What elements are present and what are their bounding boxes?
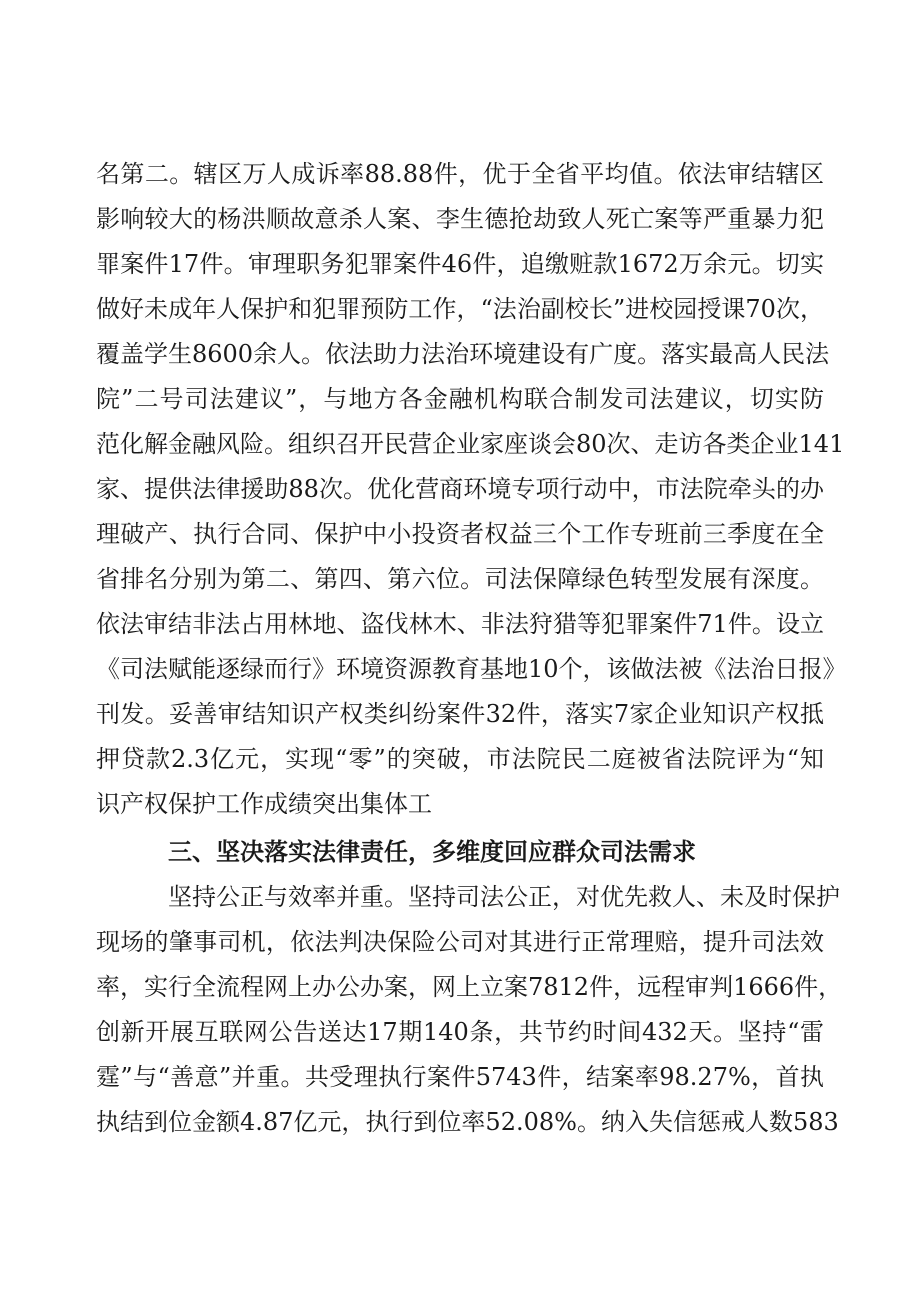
paragraph-line: 范化解金融风险。组织召开民营企业家座谈会80次、走访各类企业141 [96, 430, 845, 458]
paragraph-line: 家、提供法律援助88次。优化营商环境专项行动中，市法院牵头的办 [96, 475, 824, 503]
paragraph-line: 率，实行全流程网上办公办案，网上立案7812件，远程审判1666件， [96, 973, 843, 1001]
paragraph-line: 刊发。妥善审结知识产权类纠纷案件32件，落实7家企业知识产权抵 [96, 700, 824, 728]
paragraph-line: 名第二。辖区万人成诉率88.88件，优于全省平均值。依法审结辖区 [96, 160, 824, 188]
paragraph-line: 霆”与“善意”并重。共受理执行案件5743件，结案率98.27%，首执 [96, 1063, 824, 1091]
paragraph-line: 理破产、执行合同、保护中小投资者权益三个工作专班前三季度在全 [96, 520, 824, 548]
paragraph-line: 做好未成年人保护和犯罪预防工作，“法治副校长”进校园授课70次， [96, 295, 824, 323]
paragraph-line: 坚持公正与效率并重。坚持司法公正，对优先救人、未及时保护 [168, 883, 840, 911]
paragraph-line: 识产权保护工作成绩突出集体工 [96, 790, 432, 818]
paragraph-line: 现场的肇事司机，依法判决保险公司对其进行正常理赔，提升司法效 [96, 928, 824, 956]
paragraph-line: 省排名分别为第二、第四、第六位。司法保障绿色转型发展有深度。 [96, 565, 824, 593]
paragraph-line: 罪案件17件。审理职务犯罪案件46件，追缴赃款1672万余元。切实 [96, 250, 824, 278]
paragraph-line: 押贷款2.3亿元，实现“零”的突破，市法院民二庭被省法院评为“知 [96, 745, 824, 773]
paragraph-line: 执结到位金额4.87亿元，执行到位率52.08%。纳入失信惩戒人数583 [96, 1108, 839, 1136]
paragraph-line: 依法审结非法占用林地、盗伐林木、非法狩猎等犯罪案件71件。设立 [96, 610, 824, 638]
paragraph-line: 覆盖学生8600余人。依法助力法治环境建设有广度。落实最高人民法 [96, 340, 830, 368]
paragraph-line: 《司法赋能逐绿而行》环境资源教育基地10个，该做法被《法治日报》 [96, 655, 847, 683]
section-heading: 三、坚决落实法律责任，多维度回应群众司法需求 [168, 838, 696, 866]
paragraph-line: 影响较大的杨洪顺故意杀人案、李生德抢劫致人死亡案等严重暴力犯 [96, 205, 824, 233]
paragraph-line: 院”二号司法建议”，与地方各金融机构联合制发司法建议，切实防 [96, 385, 824, 413]
paragraph-line: 创新开展互联网公告送达17期140条，共节约时间432天。坚持“雷 [96, 1018, 824, 1046]
